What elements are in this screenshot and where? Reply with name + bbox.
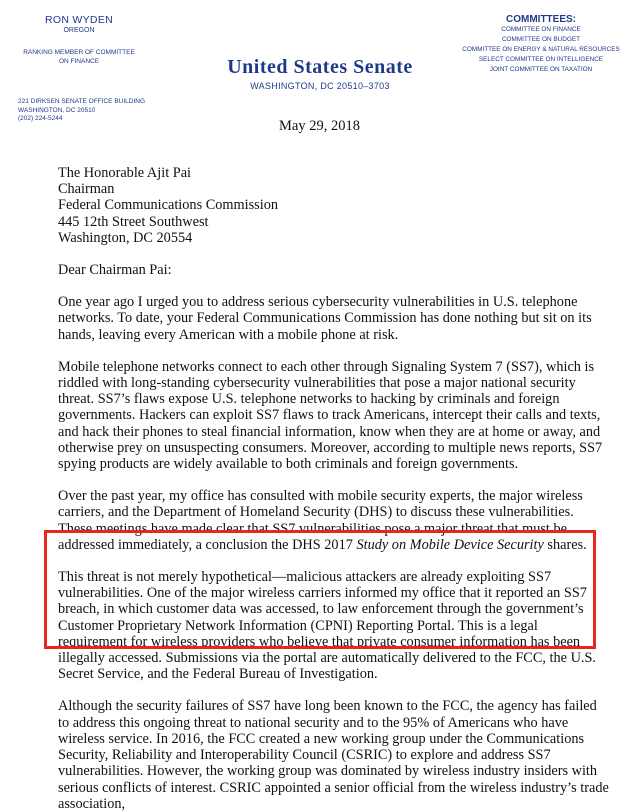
office-phone: (202) 224-5244 xyxy=(18,115,63,122)
salutation: Dear Chairman Pai: xyxy=(58,262,172,279)
paragraph-3-text: Over the past year, my office has consulted with mobile security experts, the major wireless carriers, and the Department of Homeland Security (DHS) to discuss these vulnerabilities. These meetings have made clear that SS7 vulnerabilities pose a major threat that must be addressed immediately, a conclusion the DHS 2017 xyxy=(58,488,583,553)
committee-item: COMMITTEE ON FINANCE xyxy=(501,26,581,33)
address-line: The Honorable Ajit Pai xyxy=(58,165,192,181)
letterhead-left xyxy=(14,14,144,66)
committees-list xyxy=(450,14,632,75)
letter-body xyxy=(58,165,610,812)
senator-name: RON WYDEN xyxy=(44,14,114,26)
ranking-member: RANKING MEMBER OF COMMITTEE ON FINANCE xyxy=(23,49,135,65)
paragraph-2: Mobile telephone networks connect to each other through Signaling System 7 (SS7), which is riddled with long-standing cybersecurity vulnerabilities that pose a major national security threat. SS7’s flaws expose U.S. telephone networks to hacking by criminals and foreign governments. Hackers can exploit SS7 flaws to track Americans, intercept their calls and texts, and hack their phones to steal financial information, know when they are at home or away, and otherwise prey on unsuspecting consumers. Moreover, according to multiple news reports, SS7 spying products are widely available to both criminals and foreign governments. xyxy=(58,358,603,473)
senate-location: WASHINGTON, DC 20510–3703 xyxy=(250,81,390,91)
office-line: WASHINGTON, DC 20510 xyxy=(18,106,96,114)
recipient-address xyxy=(58,165,610,246)
study-title: Study on Mobile Device Security xyxy=(356,536,544,553)
letter-date: May 29, 2018 xyxy=(279,118,360,134)
address-line: Federal Communications Commission xyxy=(58,197,279,214)
address-line: Washington, DC 20554 xyxy=(58,229,193,246)
senator-state: OREGON xyxy=(63,27,95,34)
committee-item: JOINT COMMITTEE ON TAXATION xyxy=(489,66,593,73)
committee-item: COMMITTEE ON ENERGY & NATURAL RESOURCES xyxy=(462,46,620,53)
committee-item: COMMITTEE ON BUDGET xyxy=(501,36,581,43)
address-line: 445 12th Street Southwest xyxy=(58,213,209,230)
highlight-box xyxy=(44,530,596,649)
paragraph-5: Although the security failures of SS7 have long been known to the FCC, the agency has failed to address this ongoing threat to national security and to the 95% of Americans who have wireless service. In 2016, the FCC created a new working group under the Communications Security, Reliability and Interoperability Council (CSRIC) to explore and address SS7 vulnerabilities. However, the working group was dominated by wireless industry insiders with serious conflicts of interest. CSRIC appointed a senior official from the wireless industry’s trade association, xyxy=(58,698,609,812)
senate-name: United States Senate xyxy=(227,56,413,78)
committee-item: SELECT COMMITTEE ON INTELLIGENCE xyxy=(478,56,604,63)
committees-title: COMMITTEES: xyxy=(506,14,576,25)
paragraph-3-end: shares. xyxy=(543,536,587,553)
address-line: Chairman xyxy=(58,181,115,198)
office-line: 221 DIRKSEN SENATE OFFICE BUILDING xyxy=(18,98,146,105)
paragraph-4-highlighted: This threat is not merely hypothetical—malicious attackers are already exploiting SS7 vulnerabilities. One of the major wireless carriers informed my office that it reported an SS7 breach, in which customer data was accessed, to law enforcement through the government’s Customer Proprietary Network Information (CPNI) Reporting Portal. This is a legal requirement for wireless providers who believe that private consumer information has been illegally accessed. Submissions via the portal are automatically delivered to the FCC, the U.S. Secret Service, and the Federal Bureau of Investigation. xyxy=(58,569,596,683)
paragraph-1: One year ago I urged you to address serious cybersecurity vulnerabilities in U.S. telephone networks. To date, your Federal Communications Commission has done nothing but sit on its hands, leaving every American with a mobile phone at risk. xyxy=(58,294,592,343)
senate-header xyxy=(200,56,440,91)
